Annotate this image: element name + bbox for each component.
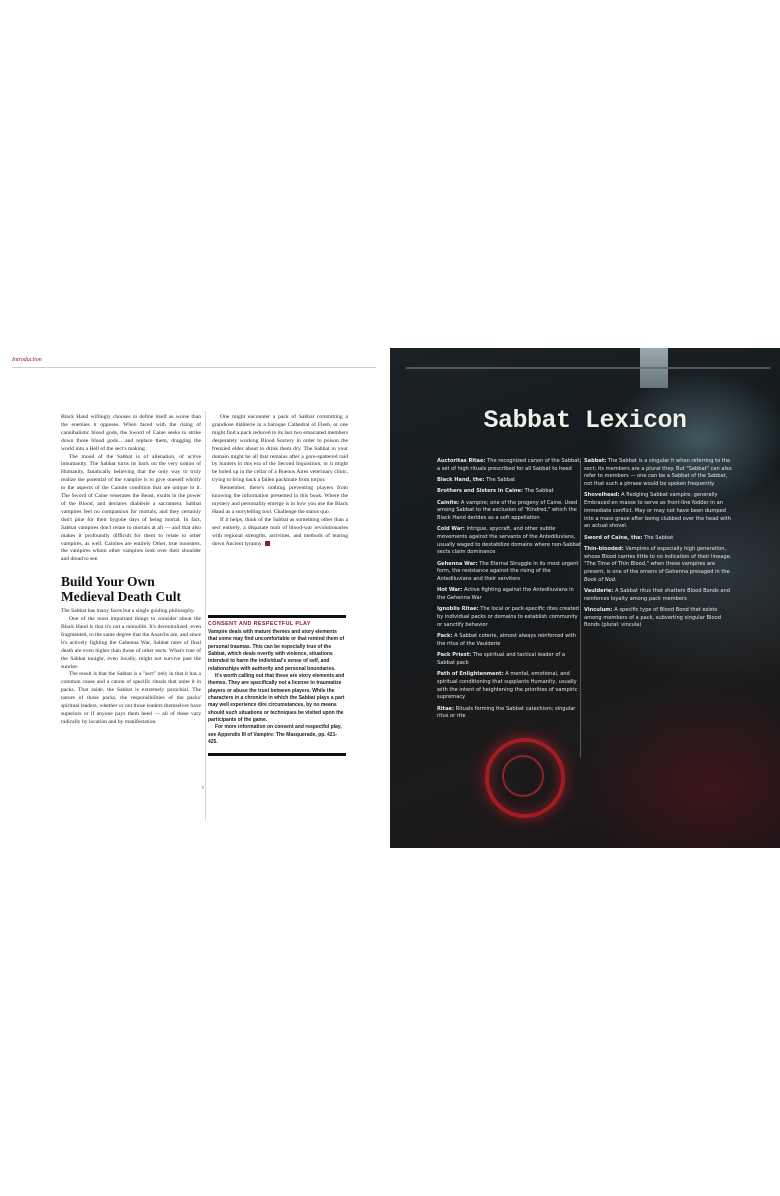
lexicon-title: Sabbat Lexicon bbox=[483, 406, 687, 435]
lexicon-definition: The Sabbat bbox=[642, 534, 674, 541]
lexicon-entry bbox=[584, 546, 732, 585]
sidebar-paragraph bbox=[208, 724, 346, 746]
lexicon-definition: The Eternal Struggle in its most urgent form, the resistance against the rising of the Antediluvians and their servitors bbox=[437, 560, 579, 583]
body-paragraph: One might encounter a pack of Sabbat committing a grandiose diablerie in a baroque Cathedral of Flesh, or one might find a pack reduced to its last two emaciated members desperately working Blood Sorcery in order to poison the frenzied elder about to drink them dry. The Sabbat in your domain might be all that remains after a gore-spattered raid by hunters in this era of the Second Inquisition, or it might be holed up in the cellar of a Buenos Aires veterinary clinic, trying to bring back a fallen packmate from torpor. bbox=[212, 414, 348, 484]
lexicon-definition: The Sabbat bbox=[523, 488, 554, 495]
lexicon-term: Vaulderie: bbox=[584, 587, 614, 594]
lexicon-definition: A Sabbat coterie, almost always reinforced with the ritus of the Vaulderie bbox=[437, 633, 576, 647]
lexicon-definition: Rituals forming the Sabbat catechism; singular ritus or rite bbox=[437, 705, 576, 720]
end-mark-icon bbox=[265, 541, 270, 546]
page-number: 8 bbox=[202, 785, 205, 790]
lexicon-term: Sword of Caine, the: bbox=[584, 534, 643, 541]
lexicon-term: Shovelhead: bbox=[584, 492, 620, 499]
lexicon-definition: Intrigue, spycraft, and other subtle movements against the servants of the Antediluvians, usually waged to destabilize domains where non-Sabbat sects claim dominance bbox=[437, 526, 581, 556]
lexicon-entry bbox=[584, 458, 732, 489]
header-rule bbox=[406, 367, 770, 369]
sidebar-title: CONSENT AND RESPECTFUL PLAY bbox=[208, 621, 311, 627]
lexicon-definition: The Sabbat bbox=[484, 477, 516, 483]
body-text: If it helps, think of the Sabbat as something other than a sect entirely, a disparate mob of blood-war revolutionaries with regional strengths, activities, and methods of tearing down Ancient tyranny. bbox=[212, 516, 348, 547]
lexicon-entry bbox=[437, 606, 583, 629]
lexicon-entry bbox=[437, 561, 583, 584]
lexicon-column-left bbox=[437, 458, 583, 725]
body-paragraph: The mood of the Sabbat is of alienation, of active inhumanity. The Sabbat turns its back on the very notion of Humanity, fanatically believing that the only way to truly realize the potential of the vampire is to give oneself wholly to the aspects of the Cainite condition that are unique to it. The Sword of Caine venerates the Beast, exults in the power of the Blood, and declares diablerie a sacrament. Sabbat vampires feel no compassion for mortals, and they certainly don't pine for their bygone days of being mortal. In fact, Sabbat vampires don't relate to mortals at all — and that also makes it profoundly difficult for them to relate to other vampires, as well. Cainites are entirely Other, true monsters, the vampires whom other vampires look over their shoulder and dread to see. bbox=[61, 453, 201, 563]
lexicon-entry bbox=[437, 500, 583, 523]
lexicon-definition: A vampire; one of the progeny of Caine. Used among Sabbat to the exclusion of "Kindred," which the Black Hand derides as a soft appellation bbox=[437, 499, 578, 521]
lexicon-term: Gehenna War: bbox=[437, 560, 478, 567]
body-paragraph: Black Hand willingly chooses to define itself as worse than the enemies it opposes. When faced with the rising of cannibalistic blood gods, the Sword of Caine seeks to strike down those blood gods... and replace them, dragging the world into a Hell of the sect's making. bbox=[61, 414, 201, 452]
lexicon-definition: Active fighting against the Antediluvians in the Gehenna War bbox=[437, 587, 574, 602]
lexicon-definition: . bbox=[615, 576, 617, 583]
text-column-right bbox=[212, 414, 348, 548]
lexicon-entry bbox=[437, 706, 583, 721]
lexicon-definition: The Sabbat is a singular it when referring to the sect; its members are a plural they. But "Sabbat" can also refer to members — one can be a Sabbat of the Sabbat, not that such a phrase would be spoken frequently. bbox=[584, 458, 732, 488]
lexicon-entry bbox=[584, 535, 732, 543]
body-paragraph: Remember, there's nothing preventing players from knowing the information presented in this book. Where the mystery and personality emerge is in how you use the Black Hand as a storytelling tool. Challenge the status quo. bbox=[212, 485, 348, 515]
lexicon-entry bbox=[437, 526, 583, 557]
consent-sidebar bbox=[208, 615, 346, 756]
sidebar-text: , pp. 421-425. bbox=[208, 731, 338, 746]
lexicon-term: Brothers and Sisters in Caine: bbox=[437, 488, 524, 495]
book-reference: Vampire: The Masquerade bbox=[253, 731, 316, 738]
lexicon-term: Cold War: bbox=[437, 526, 465, 533]
lexicon-definition: A specific type of Blood Bond that exists among members of a pack, subverting singular Blood Bonds (plural: vincula) bbox=[584, 606, 721, 629]
lexicon-term: Cainite: bbox=[437, 499, 460, 506]
sidebar-text: For more information on consent and respectful play, see Appendix III of bbox=[208, 724, 342, 738]
sidebar-bottom-bar bbox=[208, 753, 346, 756]
body-paragraph: The Sabbat has many faces but a single guiding philosophy. bbox=[61, 608, 195, 615]
lexicon-term: Hot War: bbox=[437, 587, 463, 594]
sidebar-top-bar bbox=[208, 615, 346, 618]
lexicon-definition: Vampires of especially high generation, whose Blood carries little to no indication of their lineage. "The Time of Thin Blood," when these vampires are present, is one of the omens of Gehenna presaged in the bbox=[584, 545, 732, 575]
sabbat-sigil-icon bbox=[485, 738, 565, 818]
body-paragraph: The result is that the Sabbat is a "sect" only in that it has a common cause and a canon of specific rituals that unite it in packs. That aside, the Sabbat is extremely parochial. The nature of those packs, the responsibilities of the packs' spiritual leaders, whether or not those leaders themselves have superiors or if anyone pays them heed — all of these vary radically by location and by manifestation. bbox=[61, 671, 201, 725]
lexicon-term: Pack Priest: bbox=[437, 652, 472, 659]
lexicon-definition: A Sabbat ritus that shatters Blood Bonds and reinforces loyalty among pack members bbox=[584, 587, 731, 602]
book-spread bbox=[0, 348, 780, 848]
left-page bbox=[0, 348, 390, 848]
lexicon-entry bbox=[437, 488, 583, 496]
lexicon-entry bbox=[437, 633, 583, 648]
lexicon-term: Path of Enlightenment: bbox=[437, 671, 504, 678]
lexicon-term: Vinculum: bbox=[584, 606, 613, 613]
lexicon-definition: The local or pack-specific rites created by individual packs or domains to establish community or sanctify behavior bbox=[437, 606, 579, 628]
lexicon-entry bbox=[437, 458, 583, 473]
sidebar-paragraph: It's worth calling out that these are story elements and themes. They are specifically not a license to traumatize players or abuse the trust between players. While the characters in a chronicle in which the Sabbat plays a part may well experience dire circumstances, by no means should such situations or techniques be visited upon the participants of the game. bbox=[208, 673, 345, 724]
body-paragraph: One of the most important things to consider about the Black Hand is that it's not a monolith. It's decentralized, even fragmented, to the same degree that the Anarchs are, and since it's actively fighting the Gehenna War, Sabbat rates of final death are even higher than those of other sects. What's true of the Sabbat tonight, even locally, might not survive past the sunrise. bbox=[61, 616, 201, 670]
lexicon-entry bbox=[584, 588, 732, 603]
section-title: Build Your Own Medieval Death Cult bbox=[61, 574, 181, 605]
lexicon-term: Thin-blooded: bbox=[584, 545, 624, 552]
lexicon-entry bbox=[437, 652, 583, 667]
lexicon-term: Sabbat: bbox=[584, 458, 607, 464]
text-column-left bbox=[61, 414, 201, 727]
lexicon-entry bbox=[584, 492, 732, 531]
lexicon-term: Auctoritas Ritae: bbox=[437, 458, 486, 464]
book-reference: Book of Nod bbox=[584, 576, 615, 583]
lexicon-definition: The spiritual and tactical leader of a Sabbat pack bbox=[437, 652, 565, 666]
header-rule bbox=[12, 367, 376, 368]
lexicon-definition: A fledgling Sabbat vampire, generally Embraced en masse to serve as front-line fodder in an immediate conflict. May or may not have been dumped into a mass grave after being clubbed over the head with an actual shovel. bbox=[584, 492, 731, 530]
lexicon-term: Ignoblis Ritae: bbox=[437, 606, 479, 613]
lexicon-entry bbox=[437, 671, 583, 702]
body-paragraph bbox=[212, 517, 348, 549]
lexicon-term: Ritae: bbox=[437, 705, 455, 712]
lexicon-definition: A mental, emotional, and spiritual conditioning that supplants Humanity, usually with the intent of heightening the priorities of vampiric supremacy bbox=[437, 671, 578, 701]
column-divider bbox=[580, 458, 581, 758]
lexicon-entry bbox=[437, 477, 583, 485]
lexicon-term: Black Hand, the: bbox=[437, 477, 485, 483]
column-divider bbox=[205, 411, 206, 821]
lexicon-entry bbox=[437, 587, 583, 602]
sidebar-paragraph: Vampire deals with mature themes and story elements that some may find uncomfortable or that remind them of personal traumas. This can be especially true of the Sabbat, which deals overtly with violence, situations intended to harm the individual's sense of self, and relationships with authority and personal boundaries. bbox=[208, 629, 345, 672]
lexicon-column-right bbox=[584, 458, 732, 634]
running-head: Introduction bbox=[12, 357, 42, 363]
lexicon-definition: The recognized canon of the Sabbat, a set of high rituals prescribed for all Sabbat to heed bbox=[437, 458, 581, 472]
lexicon-entry bbox=[584, 607, 732, 630]
lexicon-term: Pack: bbox=[437, 633, 453, 640]
right-page bbox=[390, 348, 780, 848]
